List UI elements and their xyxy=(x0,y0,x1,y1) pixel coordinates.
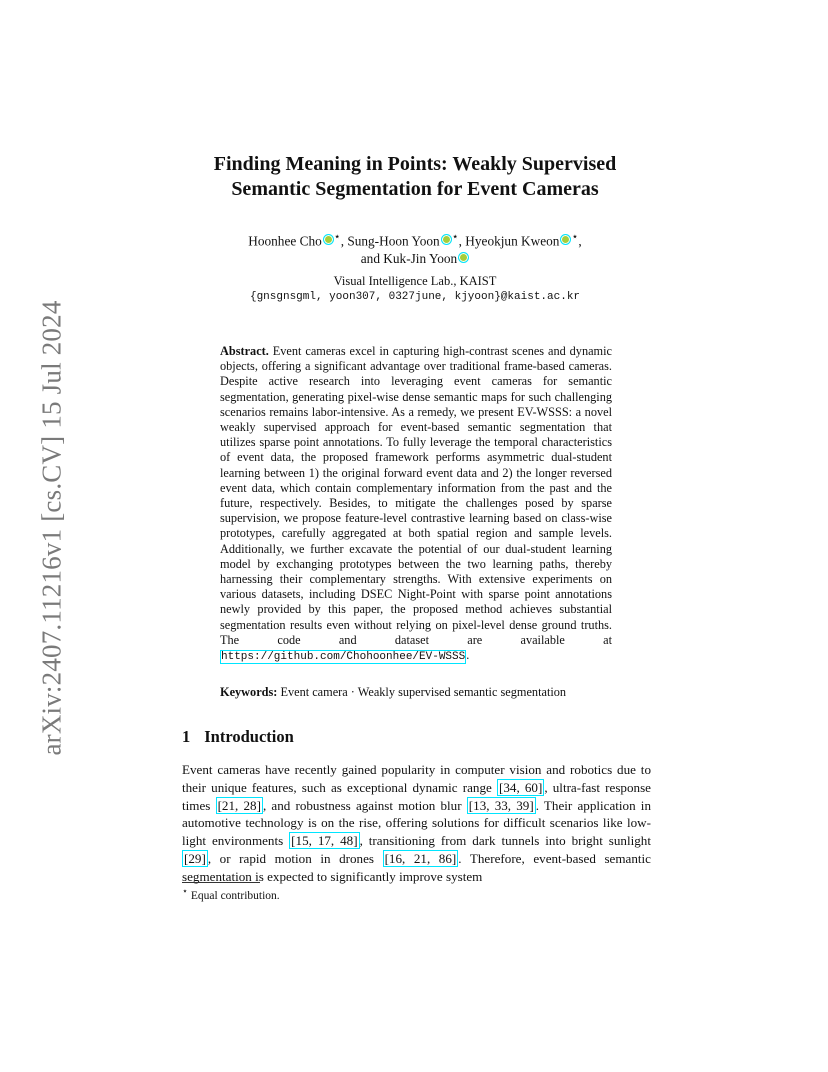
affiliation-block xyxy=(220,273,610,305)
citation-link[interactable]: [29] xyxy=(184,850,206,866)
intro-text: , ultra-fast response times xyxy=(182,779,651,813)
equal-contribution-mark: ⋆ xyxy=(571,231,579,243)
author-list xyxy=(220,229,610,267)
intro-text: Event cameras have recently gained popularity in computer vision and robotics due to their unique features, such as exceptional dynamic range xyxy=(182,762,651,795)
orcid-icon[interactable] xyxy=(560,234,571,245)
author-name: , Hyeokjun Kweon xyxy=(458,233,560,249)
author-line-2 xyxy=(220,250,610,268)
author-name: Hoonhee Cho xyxy=(248,233,322,249)
title-line-2: Semantic Segmentation for Event Cameras xyxy=(231,178,599,200)
intro-text: . Therefore, event-based semantic segmentation is expected to significantly improve system xyxy=(182,850,651,884)
footnote-text: Equal contribution. xyxy=(190,889,280,902)
section-heading xyxy=(182,727,294,747)
footnote xyxy=(182,886,280,902)
keywords xyxy=(220,685,630,700)
keywords-label: Keywords: xyxy=(220,685,278,699)
affiliation: Visual Intelligence Lab., KAIST xyxy=(333,274,497,288)
author-name: , Sung-Hoon Yoon xyxy=(340,233,440,249)
orcid-icon[interactable] xyxy=(323,234,334,245)
intro-text: , or rapid motion in drones xyxy=(207,850,383,866)
author-emails: {gnsgnsgml, yoon307, 0327june, kjyoon}@kaist.ac.kr xyxy=(249,291,581,303)
citation-link[interactable]: [21, 28] xyxy=(217,797,261,813)
equal-contribution-mark: ⋆ xyxy=(333,231,341,243)
footnote-mark: ⋆ xyxy=(182,886,188,897)
footnote-rule xyxy=(182,882,260,883)
orcid-icon[interactable] xyxy=(458,252,469,263)
author-line-1 xyxy=(220,229,610,250)
citation-link[interactable]: [15, 17, 48] xyxy=(291,833,358,849)
intro-text: , transitioning from dark tunnels into bright sunlight xyxy=(359,833,651,849)
intro-text: . Their application in automotive technology is on the rise, offering solutions for difficult scenarios like low-light environments xyxy=(182,797,651,849)
citation-link[interactable]: [34, 60] xyxy=(498,779,543,795)
citation-link[interactable]: [13, 33, 39] xyxy=(468,797,534,813)
intro-text: , and robustness against motion blur xyxy=(262,797,467,813)
abstract: Abstract. Event cameras excel in capturing high-contrast scenes and dynamic objects, offering a significant advantage over traditional frame-based cameras. Despite active research into leveraging event cameras for semantic segmentation, generating pixel-wise dense semantic maps for such challenging scenarios remains labor-intensive. As a remedy, we present EV-WSSS: a novel weakly supervised approach for event-based semantic segmentation that utilizes sparse point annotations. To fully leverage the temporal characteristics of event data, the proposed framework performs asymmetric dual-student learning between 1) the original forward event data and 2) the longer reversed event data, which contain complementary information from the past and the future, respectively. Besides, to mitigate the challenges posed by sparse supervision, we propose feature-level contrastive learning based on class-wise prototypes, carefully aggregated at both spatial region and sample levels. Additionally, we further excavate the potential of our dual-student learning model by exchanging prototypes between the two learning paths, thereby harnessing their complementary strengths. With extensive experiments on various datasets, including DSEC Night-Point with sparse point annotations newly provided by this paper, the proposed method achieves substantial segmentation results even without relying on pixel-level dense ground truths. The code and dataset are available at https://github.com/Chohoonhee/EV-WSSS. xyxy=(220,344,613,664)
equal-contribution-mark: ⋆ xyxy=(451,231,459,243)
title-line-1: Finding Meaning in Points: Weakly Supervised xyxy=(213,153,617,175)
abstract-label: Abstract. xyxy=(220,344,269,358)
section-number: 1 xyxy=(182,727,191,746)
abstract-text: Event cameras excel in capturing high-contrast scenes and dynamic objects, offering a significant advantage over traditional frame-based cameras. Despite active research into leveraging event cameras for semantic segmentation, generating pixel-wise dense semantic maps for such challenging scenarios remains labor-intensive. As a remedy, we present EV-WSSS: a novel weakly supervised approach for event-based semantic segmentation that utilizes sparse point annotations. To fully leverage the temporal characteristics of event data, the proposed framework performs asymmetric dual-student learning between 1) the original forward event data and 2) the longer reversed event data, which contain complementary information from the past and the future, respectively. Besides, to mitigate the challenges posed by sparse supervision, we propose feature-level contrastive learning based on class-wise prototypes, carefully aggregated at both spatial region and sample levels. Additionally, we further excavate the potential of our dual-student learning model by exchanging prototypes between the two learning paths, thereby harnessing their complementary strengths. With extensive experiments on various datasets, including DSEC Night-Point with sparse point annotations newly provided by this paper, the proposed method achieves substantial segmentation results even without relying on pixel-level dense ground truths. The code and dataset are available at xyxy=(220,344,613,647)
author-name: and Kuk-Jin Yoon xyxy=(360,250,458,266)
orcid-icon[interactable] xyxy=(441,234,452,245)
arxiv-stamp: arXiv:2407.11216v1 [cs.CV] 15 Jul 2024 xyxy=(36,300,67,756)
section-title: Introduction xyxy=(204,727,294,746)
citation-link[interactable]: [16, 21, 86] xyxy=(384,850,457,866)
code-link[interactable]: https://github.com/Chohoonhee/EV-WSSS xyxy=(221,651,466,664)
keywords-text: Event camera · Weakly supervised semantic segmentation xyxy=(280,685,567,699)
paper-title xyxy=(160,152,670,202)
author-separator: , xyxy=(578,233,582,249)
intro-paragraph xyxy=(182,761,651,886)
